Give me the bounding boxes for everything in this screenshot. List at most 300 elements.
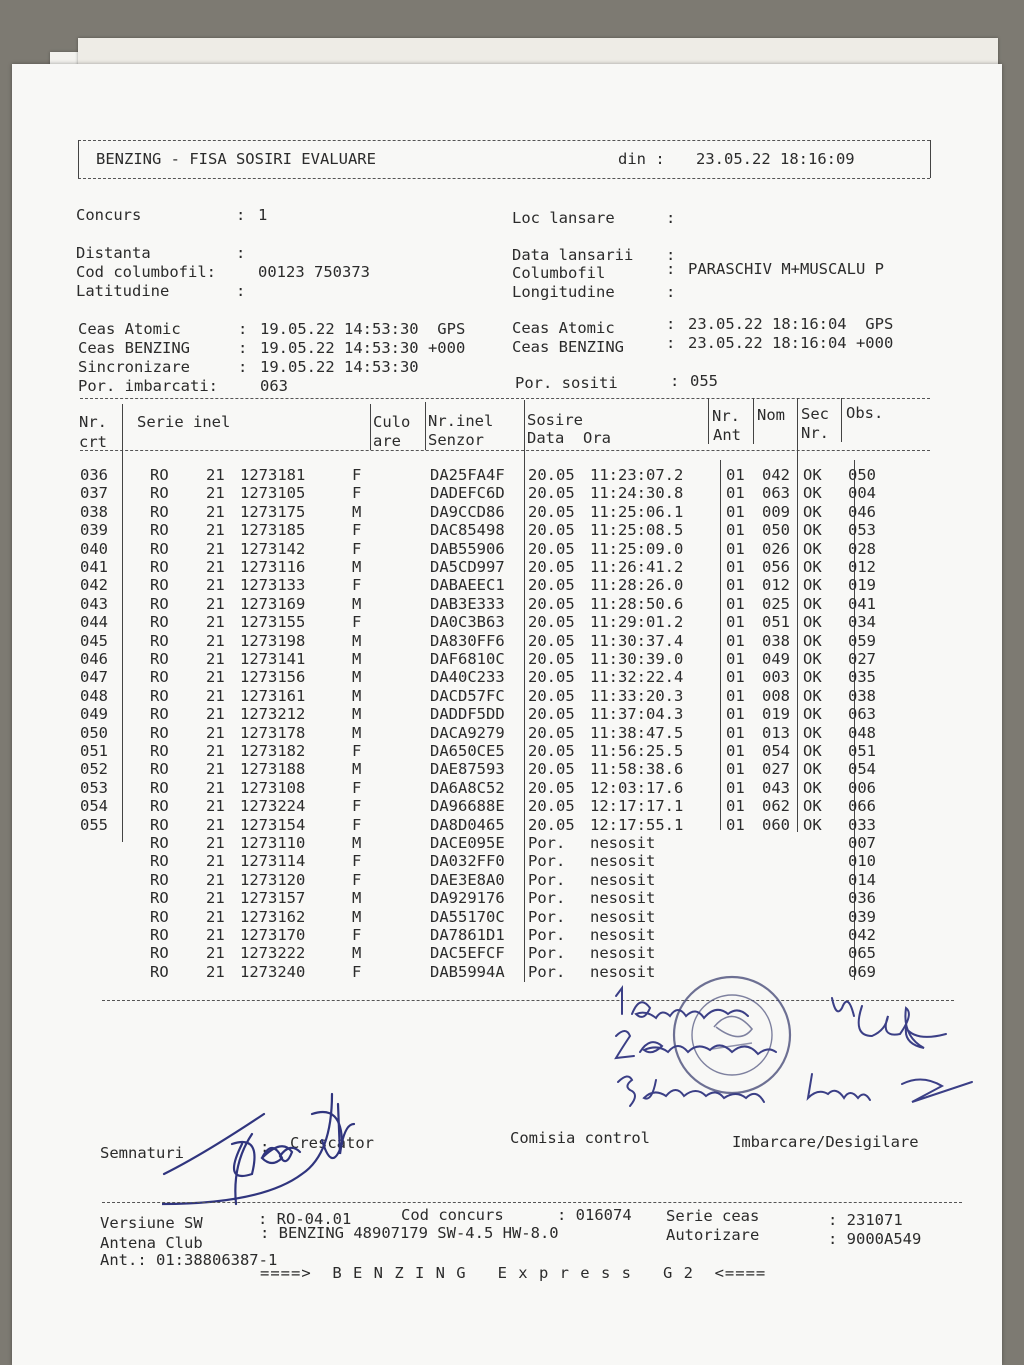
cell-an: 21 bbox=[206, 870, 225, 889]
cell-ora: 11:32:22.4 bbox=[590, 668, 684, 687]
table-row bbox=[12, 705, 1002, 723]
cell-tara: RO bbox=[150, 521, 169, 540]
info-label: Longitudine bbox=[512, 283, 615, 301]
col-data-ora: Data Ora bbox=[527, 429, 611, 447]
cell-ant: 01 bbox=[726, 797, 745, 816]
col-sep bbox=[841, 398, 842, 442]
cell-senzor: DAB3E333 bbox=[430, 594, 505, 613]
semnaturi-label: Semnaturi bbox=[100, 1144, 184, 1162]
report-date: 23.05.22 18:16:09 bbox=[696, 150, 855, 168]
cell-an: 21 bbox=[206, 797, 225, 816]
serie-ceas-label: Serie ceas bbox=[666, 1207, 760, 1225]
cell-sex: F bbox=[352, 466, 362, 484]
cell-nom: 042 bbox=[762, 466, 790, 484]
cell-data: Por. bbox=[528, 944, 566, 963]
cell-data: 20.05 bbox=[528, 521, 575, 540]
antena-label: Antena Club bbox=[100, 1234, 203, 1252]
cell-tara: RO bbox=[150, 944, 169, 963]
info-value: 19.05.22 14:53:30 GPS bbox=[260, 320, 466, 338]
cell-an: 21 bbox=[206, 907, 225, 926]
autorizare-label: Autorizare bbox=[666, 1226, 760, 1244]
cell-data: Por. bbox=[528, 852, 566, 871]
table-row bbox=[12, 540, 1002, 558]
cell-sec: OK bbox=[803, 760, 822, 779]
cell-senzor: DA9CCD86 bbox=[430, 502, 505, 521]
cell-ant: 01 bbox=[726, 705, 745, 724]
cell-tara: RO bbox=[150, 797, 169, 816]
cell-tara: RO bbox=[150, 539, 169, 558]
cell-sex: F bbox=[352, 539, 362, 558]
cell-inel: 1273178 bbox=[240, 723, 306, 742]
semnaturi-sep: : bbox=[260, 1138, 270, 1156]
cell-data: 20.05 bbox=[528, 815, 575, 834]
cell-ant: 01 bbox=[726, 631, 745, 650]
cell-sec: OK bbox=[803, 521, 822, 540]
cell-tara: RO bbox=[150, 631, 169, 650]
cell-an: 21 bbox=[206, 962, 225, 981]
cell-inel: 1273181 bbox=[240, 466, 306, 484]
cell-tara: RO bbox=[150, 852, 169, 871]
cell-senzor: DAF6810C bbox=[430, 650, 505, 668]
cell-data: Por. bbox=[528, 889, 566, 908]
cell-tara: RO bbox=[150, 576, 169, 595]
cell-nom: 025 bbox=[762, 594, 790, 613]
table-row bbox=[12, 889, 1002, 907]
commission-signatures bbox=[612, 984, 1002, 1134]
info-label: Ceas BENZING bbox=[512, 338, 624, 356]
cell-senzor: DA650CE5 bbox=[430, 742, 505, 760]
cell-nr: 039 bbox=[80, 521, 108, 540]
cell-inel: 1273120 bbox=[240, 870, 306, 889]
cell-nr: 044 bbox=[80, 613, 108, 632]
cell-an: 21 bbox=[206, 815, 225, 834]
crescator-label: Crescator bbox=[290, 1134, 374, 1152]
cell-data: Por. bbox=[528, 870, 566, 889]
cell-data: 20.05 bbox=[528, 778, 575, 797]
cell-tara: RO bbox=[150, 742, 169, 760]
info-sep: : bbox=[238, 358, 248, 376]
cell-ant: 01 bbox=[726, 815, 745, 834]
table-row bbox=[12, 668, 1002, 686]
info-value: 23.05.22 18:16:04 GPS bbox=[688, 315, 894, 333]
col-sep bbox=[753, 398, 754, 444]
cell-senzor: DA830FF6 bbox=[430, 631, 505, 650]
cell-data: 20.05 bbox=[528, 760, 575, 779]
cell-nr: 038 bbox=[80, 502, 108, 521]
cell-obs: 036 bbox=[848, 889, 876, 908]
cell-ora: nesosit bbox=[590, 834, 656, 852]
cell-ant: 01 bbox=[726, 466, 745, 484]
cell-nr: 037 bbox=[80, 484, 108, 503]
col-senzor: Senzor bbox=[428, 431, 484, 449]
cell-nom: 050 bbox=[762, 521, 790, 540]
cell-tara: RO bbox=[150, 889, 169, 908]
cell-obs: 042 bbox=[848, 926, 876, 944]
cell-sex: F bbox=[352, 852, 362, 871]
header-bottom-rule bbox=[78, 178, 930, 179]
cell-senzor: DACA9279 bbox=[430, 723, 505, 742]
cell-senzor: DACE095E bbox=[430, 834, 505, 852]
cell-obs: 027 bbox=[848, 650, 876, 668]
cell-an: 21 bbox=[206, 889, 225, 908]
cell-an: 21 bbox=[206, 834, 225, 852]
cell-nom: 062 bbox=[762, 797, 790, 816]
cell-ora: 11:25:08.5 bbox=[590, 521, 684, 540]
cell-senzor: DA55170C bbox=[430, 907, 505, 926]
table-row bbox=[12, 779, 1002, 797]
table-row bbox=[12, 650, 1002, 668]
cell-sec: OK bbox=[803, 558, 822, 576]
col-obs: Obs. bbox=[846, 404, 884, 422]
info-sep: : bbox=[236, 282, 246, 300]
cell-senzor: DAE87593 bbox=[430, 760, 505, 779]
table-row bbox=[12, 484, 1002, 502]
cell-sec: OK bbox=[803, 594, 822, 613]
cell-data: 20.05 bbox=[528, 631, 575, 650]
cell-nr: 049 bbox=[80, 705, 108, 724]
cell-an: 21 bbox=[206, 576, 225, 595]
cell-ora: 11:29:01.2 bbox=[590, 613, 684, 632]
cell-data: 20.05 bbox=[528, 613, 575, 632]
col-are: are bbox=[373, 432, 401, 450]
cell-tara: RO bbox=[150, 834, 169, 852]
cell-ant: 01 bbox=[726, 594, 745, 613]
cell-ora: 12:03:17.6 bbox=[590, 778, 684, 797]
cell-senzor: DA929176 bbox=[430, 889, 505, 908]
cell-obs: 059 bbox=[848, 631, 876, 650]
cell-inel: 1273212 bbox=[240, 705, 306, 724]
cell-sex: M bbox=[352, 889, 362, 908]
cell-tara: RO bbox=[150, 484, 169, 503]
cell-tara: RO bbox=[150, 815, 169, 834]
cell-nom: 051 bbox=[762, 613, 790, 632]
table-row bbox=[12, 632, 1002, 650]
table-row bbox=[12, 852, 1002, 870]
info-label: Por. sositi bbox=[515, 374, 618, 392]
table-row bbox=[12, 576, 1002, 594]
info-sep: : bbox=[238, 339, 248, 357]
cell-nr: 053 bbox=[80, 778, 108, 797]
cell-senzor: DADEFC6D bbox=[430, 484, 505, 503]
cell-senzor: DADDF5DD bbox=[430, 705, 505, 724]
cell-tara: RO bbox=[150, 466, 169, 484]
cell-senzor: DA6A8C52 bbox=[430, 778, 505, 797]
cell-sex: F bbox=[352, 870, 362, 889]
cell-ora: nesosit bbox=[590, 889, 656, 908]
cell-an: 21 bbox=[206, 686, 225, 705]
cell-ora: nesosit bbox=[590, 907, 656, 926]
cell-ant: 01 bbox=[726, 539, 745, 558]
report-date-label: din : bbox=[618, 150, 665, 168]
cell-an: 21 bbox=[206, 723, 225, 742]
cell-inel: 1273133 bbox=[240, 576, 306, 595]
cell-ora: 11:58:38.6 bbox=[590, 760, 684, 779]
cell-an: 21 bbox=[206, 558, 225, 576]
serie-ceas-value: : 231071 bbox=[828, 1211, 903, 1229]
cell-data: Por. bbox=[528, 907, 566, 926]
cell-tara: RO bbox=[150, 926, 169, 944]
table-row bbox=[12, 908, 1002, 926]
cell-an: 21 bbox=[206, 742, 225, 760]
cell-data: Por. bbox=[528, 834, 566, 852]
cell-an: 21 bbox=[206, 852, 225, 871]
cell-tara: RO bbox=[150, 668, 169, 687]
cell-nom: 054 bbox=[762, 742, 790, 760]
versiune-value: : RO-04.01 bbox=[258, 1210, 352, 1228]
cell-obs: 038 bbox=[848, 686, 876, 705]
cell-sec: OK bbox=[803, 484, 822, 503]
ant-line: Ant.: 01:38806387-1 bbox=[100, 1251, 278, 1269]
cell-nr: 045 bbox=[80, 631, 108, 650]
cell-inel: 1273198 bbox=[240, 631, 306, 650]
cell-nom: 019 bbox=[762, 705, 790, 724]
cell-ora: 11:25:09.0 bbox=[590, 539, 684, 558]
cell-senzor: DA5CD997 bbox=[430, 558, 505, 576]
table-row bbox=[12, 687, 1002, 705]
cell-obs: 007 bbox=[848, 834, 876, 852]
info-value: 055 bbox=[690, 372, 718, 390]
cell-data: 20.05 bbox=[528, 576, 575, 595]
cell-sec: OK bbox=[803, 539, 822, 558]
cell-ant: 01 bbox=[726, 576, 745, 595]
cell-an: 21 bbox=[206, 502, 225, 521]
cell-senzor: DAB5994A bbox=[430, 962, 505, 981]
cell-senzor: DAC5EFCF bbox=[430, 944, 505, 963]
cell-nom: 013 bbox=[762, 723, 790, 742]
table-row bbox=[12, 816, 1002, 834]
cell-sex: M bbox=[352, 705, 362, 724]
cell-obs: 066 bbox=[848, 797, 876, 816]
cell-tara: RO bbox=[150, 723, 169, 742]
antena-value: : BENZING 48907179 SW-4.5 HW-8.0 bbox=[260, 1224, 559, 1242]
cell-senzor: DA40C233 bbox=[430, 668, 505, 687]
cell-inel: 1273170 bbox=[240, 926, 306, 944]
cell-data: Por. bbox=[528, 926, 566, 944]
header-right-border bbox=[930, 140, 931, 178]
col-crt: crt bbox=[79, 433, 107, 451]
cell-obs: 035 bbox=[848, 668, 876, 687]
cell-sex: M bbox=[352, 594, 362, 613]
table-row bbox=[12, 742, 1002, 760]
header-top-rule bbox=[78, 140, 930, 141]
cell-senzor: DA25FA4F bbox=[430, 466, 505, 484]
cell-an: 21 bbox=[206, 668, 225, 687]
cell-an: 21 bbox=[206, 926, 225, 944]
cell-sex: M bbox=[352, 944, 362, 963]
cell-nr: 040 bbox=[80, 539, 108, 558]
cell-data: 20.05 bbox=[528, 797, 575, 816]
cell-sex: M bbox=[352, 502, 362, 521]
cell-senzor: DAB55906 bbox=[430, 539, 505, 558]
cell-data: 20.05 bbox=[528, 539, 575, 558]
cell-inel: 1273154 bbox=[240, 815, 306, 834]
col-nrinel: Nr.inel bbox=[428, 412, 494, 430]
autorizare-value: : 9000A549 bbox=[828, 1230, 922, 1248]
cell-nr: 042 bbox=[80, 576, 108, 595]
cell-tara: RO bbox=[150, 907, 169, 926]
cell-sex: F bbox=[352, 778, 362, 797]
cell-obs: 054 bbox=[848, 760, 876, 779]
cell-ant: 01 bbox=[726, 742, 745, 760]
cell-tara: RO bbox=[150, 760, 169, 779]
cell-obs: 039 bbox=[848, 907, 876, 926]
cell-sex: F bbox=[352, 962, 362, 981]
cell-ora: 11:38:47.5 bbox=[590, 723, 684, 742]
cell-senzor: DA032FF0 bbox=[430, 852, 505, 871]
cell-ora: 11:30:37.4 bbox=[590, 631, 684, 650]
table-header-rule bbox=[80, 450, 930, 451]
cell-inel: 1273162 bbox=[240, 907, 306, 926]
cell-an: 21 bbox=[206, 466, 225, 484]
info-sep: : bbox=[666, 334, 676, 352]
cell-obs: 019 bbox=[848, 576, 876, 595]
cell-tara: RO bbox=[150, 613, 169, 632]
cell-sec: OK bbox=[803, 705, 822, 724]
cell-sec: OK bbox=[803, 502, 822, 521]
cell-ora: 11:24:30.8 bbox=[590, 484, 684, 503]
cell-obs: 053 bbox=[848, 521, 876, 540]
cell-data: 20.05 bbox=[528, 466, 575, 484]
cell-senzor: DACD57FC bbox=[430, 686, 505, 705]
cell-nr: 055 bbox=[80, 815, 108, 834]
info-label: Concurs bbox=[76, 206, 142, 224]
header-left-border bbox=[78, 140, 79, 178]
cell-inel: 1273224 bbox=[240, 797, 306, 816]
cell-obs: 050 bbox=[848, 466, 876, 484]
cell-ora: 11:56:25.5 bbox=[590, 742, 684, 760]
cell-senzor: DA8D0465 bbox=[430, 815, 505, 834]
info-sep: : bbox=[236, 206, 246, 224]
cell-nom: 003 bbox=[762, 668, 790, 687]
cell-sec: OK bbox=[803, 686, 822, 705]
cell-sec: OK bbox=[803, 815, 822, 834]
info-label: Data lansarii bbox=[512, 246, 634, 264]
cell-sex: M bbox=[352, 907, 362, 926]
info-sep: : bbox=[238, 320, 248, 338]
cell-inel: 1273142 bbox=[240, 539, 306, 558]
info-label: Sincronizare bbox=[78, 358, 190, 376]
cell-obs: 004 bbox=[848, 484, 876, 503]
col-nom: Nom bbox=[757, 406, 785, 424]
cell-an: 21 bbox=[206, 760, 225, 779]
cell-obs: 006 bbox=[848, 778, 876, 797]
info-sep: : bbox=[666, 246, 676, 264]
col-ant: Ant bbox=[713, 426, 741, 444]
cell-an: 21 bbox=[206, 521, 225, 540]
cell-ora: nesosit bbox=[590, 962, 656, 981]
cell-nom: 012 bbox=[762, 576, 790, 595]
cell-ant: 01 bbox=[726, 613, 745, 632]
cell-data: 20.05 bbox=[528, 723, 575, 742]
cell-inel: 1273141 bbox=[240, 650, 306, 668]
cell-inel: 1273175 bbox=[240, 502, 306, 521]
info-value: 23.05.22 18:16:04 +000 bbox=[688, 334, 894, 352]
cell-inel: 1273157 bbox=[240, 889, 306, 908]
table-row bbox=[12, 963, 1002, 981]
table-row bbox=[12, 834, 1002, 852]
cell-ora: 12:17:17.1 bbox=[590, 797, 684, 816]
cell-ant: 01 bbox=[726, 760, 745, 779]
cell-nom: 026 bbox=[762, 539, 790, 558]
cell-ora: 11:30:39.0 bbox=[590, 650, 684, 668]
cell-data: 20.05 bbox=[528, 686, 575, 705]
cell-inel: 1273185 bbox=[240, 521, 306, 540]
cell-data: 20.05 bbox=[528, 502, 575, 521]
col-serie: Serie inel bbox=[137, 413, 231, 431]
cell-ora: nesosit bbox=[590, 870, 656, 889]
table-row bbox=[12, 466, 1002, 484]
cell-an: 21 bbox=[206, 705, 225, 724]
cell-nom: 063 bbox=[762, 484, 790, 503]
cell-nr: 054 bbox=[80, 797, 108, 816]
cell-tara: RO bbox=[150, 558, 169, 576]
table-row bbox=[12, 558, 1002, 576]
cell-senzor: DAC85498 bbox=[430, 521, 505, 540]
cell-nom: 027 bbox=[762, 760, 790, 779]
col-sep bbox=[370, 404, 371, 450]
cell-an: 21 bbox=[206, 650, 225, 668]
table-row bbox=[12, 926, 1002, 944]
cell-ora: 11:33:20.3 bbox=[590, 686, 684, 705]
cell-ant: 01 bbox=[726, 686, 745, 705]
cell-sex: F bbox=[352, 926, 362, 944]
cell-obs: 065 bbox=[848, 944, 876, 963]
cell-ant: 01 bbox=[726, 723, 745, 742]
cell-sex: M bbox=[352, 631, 362, 650]
cell-nom: 060 bbox=[762, 815, 790, 834]
cell-sec: OK bbox=[803, 778, 822, 797]
col-culo: Culo bbox=[373, 413, 411, 431]
cell-ant: 01 bbox=[726, 650, 745, 668]
cell-ora: 11:37:04.3 bbox=[590, 705, 684, 724]
cell-sex: M bbox=[352, 686, 362, 705]
cell-nr: 046 bbox=[80, 650, 108, 668]
cell-sec: OK bbox=[803, 631, 822, 650]
cell-tara: RO bbox=[150, 870, 169, 889]
cell-nom: 038 bbox=[762, 631, 790, 650]
cell-data: Por. bbox=[528, 962, 566, 981]
cod-concurs-value: : 016074 bbox=[557, 1206, 632, 1224]
cell-senzor: DA96688E bbox=[430, 797, 505, 816]
cell-nr: 041 bbox=[80, 558, 108, 576]
info-label: Distanta bbox=[76, 244, 151, 262]
info-sep: : bbox=[666, 260, 676, 278]
cell-obs: 041 bbox=[848, 594, 876, 613]
table-row bbox=[12, 613, 1002, 631]
cell-senzor: DA0C3B63 bbox=[430, 613, 505, 632]
cell-ora: 11:28:50.6 bbox=[590, 594, 684, 613]
cell-senzor: DA7861D1 bbox=[430, 926, 505, 944]
cell-obs: 069 bbox=[848, 962, 876, 981]
cell-ant: 01 bbox=[726, 558, 745, 576]
cell-obs: 048 bbox=[848, 723, 876, 742]
cell-ant: 01 bbox=[726, 521, 745, 540]
cell-inel: 1273240 bbox=[240, 962, 306, 981]
versiune-label: Versiune SW bbox=[100, 1214, 203, 1232]
table-row bbox=[12, 760, 1002, 778]
cell-inel: 1273169 bbox=[240, 594, 306, 613]
cell-tara: RO bbox=[150, 962, 169, 981]
cell-ora: 12:17:55.1 bbox=[590, 815, 684, 834]
info-sep: : bbox=[670, 372, 680, 390]
cell-an: 21 bbox=[206, 539, 225, 558]
cell-inel: 1273156 bbox=[240, 668, 306, 687]
info-value: 063 bbox=[260, 377, 288, 395]
cell-an: 21 bbox=[206, 944, 225, 963]
info-value: 19.05.22 14:53:30 bbox=[260, 358, 419, 376]
table-row bbox=[12, 503, 1002, 521]
cell-data: 20.05 bbox=[528, 650, 575, 668]
